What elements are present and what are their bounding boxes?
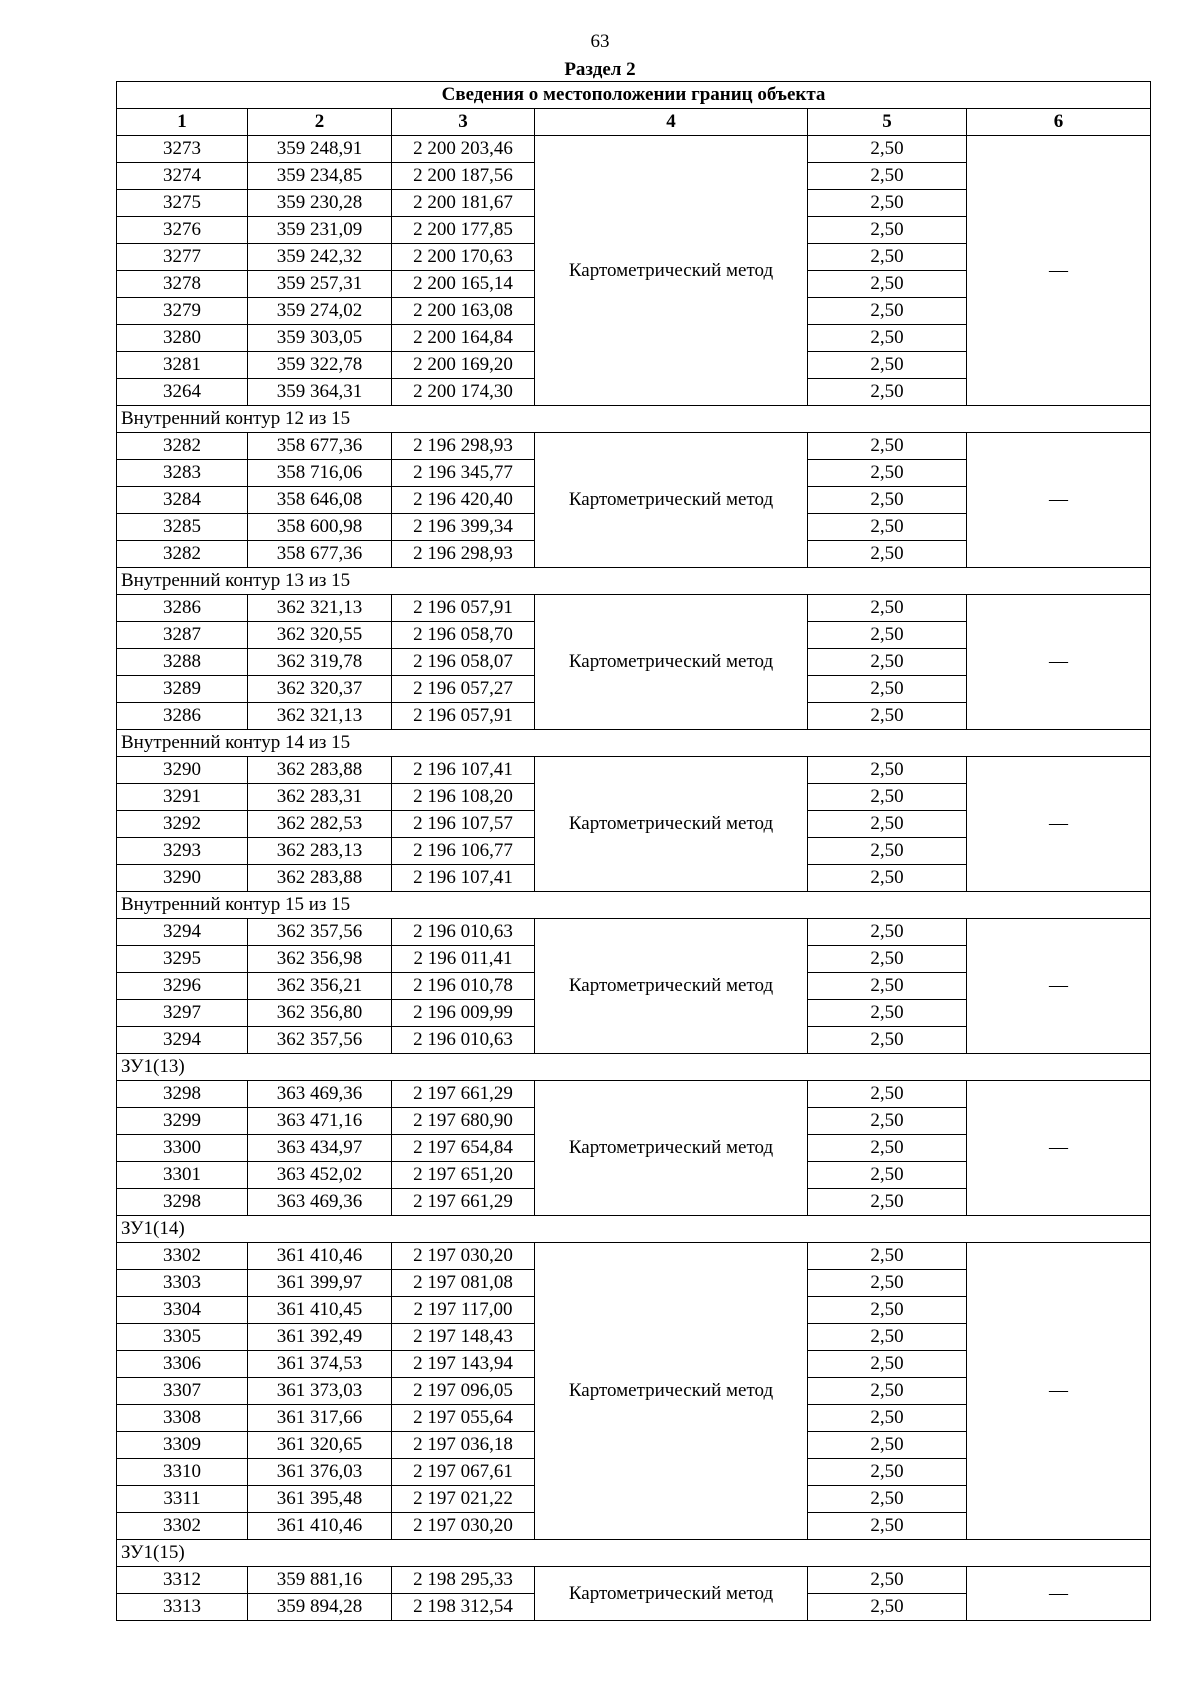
- x-coordinate-cell: 359 234,85: [248, 163, 392, 190]
- x-coordinate-cell: 363 469,36: [248, 1081, 392, 1108]
- column-number: 1: [117, 109, 248, 136]
- point-number-cell: 3301: [117, 1162, 248, 1189]
- point-number-cell: 3283: [117, 460, 248, 487]
- y-coordinate-cell: 2 197 661,29: [392, 1189, 535, 1216]
- group-label-row: [117, 892, 1151, 919]
- accuracy-cell: 2,50: [808, 433, 967, 460]
- x-coordinate-cell: 362 283,13: [248, 838, 392, 865]
- column-number-row: [117, 109, 1151, 136]
- y-coordinate-cell: 2 196 058,07: [392, 649, 535, 676]
- y-coordinate-cell: 2 196 399,34: [392, 514, 535, 541]
- column-6-cell: —: [967, 433, 1151, 568]
- x-coordinate-cell: 362 319,78: [248, 649, 392, 676]
- point-number-cell: 3294: [117, 1027, 248, 1054]
- x-coordinate-cell: 361 399,97: [248, 1270, 392, 1297]
- accuracy-cell: 2,50: [808, 163, 967, 190]
- y-coordinate-cell: 2 196 010,63: [392, 919, 535, 946]
- accuracy-cell: 2,50: [808, 1108, 967, 1135]
- accuracy-cell: 2,50: [808, 1270, 967, 1297]
- accuracy-cell: 2,50: [808, 1486, 967, 1513]
- accuracy-cell: 2,50: [808, 946, 967, 973]
- accuracy-cell: 2,50: [808, 1324, 967, 1351]
- group-label-row: [117, 1216, 1151, 1243]
- y-coordinate-cell: 2 197 055,64: [392, 1405, 535, 1432]
- group-label: ЗУ1(14): [117, 1216, 1151, 1243]
- accuracy-cell: 2,50: [808, 595, 967, 622]
- point-number-cell: 3293: [117, 838, 248, 865]
- x-coordinate-cell: 363 469,36: [248, 1189, 392, 1216]
- accuracy-cell: 2,50: [808, 1135, 967, 1162]
- y-coordinate-cell: 2 200 163,08: [392, 298, 535, 325]
- x-coordinate-cell: 361 320,65: [248, 1432, 392, 1459]
- method-cell: Картометрический метод: [535, 1567, 808, 1621]
- y-coordinate-cell: 2 197 036,18: [392, 1432, 535, 1459]
- accuracy-cell: 2,50: [808, 838, 967, 865]
- x-coordinate-cell: 358 677,36: [248, 541, 392, 568]
- y-coordinate-cell: 2 200 170,63: [392, 244, 535, 271]
- accuracy-cell: 2,50: [808, 460, 967, 487]
- point-number-cell: 3311: [117, 1486, 248, 1513]
- accuracy-cell: 2,50: [808, 190, 967, 217]
- accuracy-cell: 2,50: [808, 379, 967, 406]
- column-6-cell: —: [967, 1081, 1151, 1216]
- y-coordinate-cell: 2 198 312,54: [392, 1594, 535, 1621]
- point-number-cell: 3289: [117, 676, 248, 703]
- group-label: Внутренний контур 12 из 15: [117, 406, 1151, 433]
- y-coordinate-cell: 2 197 148,43: [392, 1324, 535, 1351]
- point-number-cell: 3290: [117, 757, 248, 784]
- y-coordinate-cell: 2 196 106,77: [392, 838, 535, 865]
- y-coordinate-cell: 2 196 107,57: [392, 811, 535, 838]
- table-row: [117, 1243, 1151, 1270]
- table-title-row: [117, 82, 1151, 109]
- accuracy-cell: 2,50: [808, 1405, 967, 1432]
- accuracy-cell: 2,50: [808, 1351, 967, 1378]
- y-coordinate-cell: 2 200 169,20: [392, 352, 535, 379]
- x-coordinate-cell: 363 434,97: [248, 1135, 392, 1162]
- table-row: [117, 433, 1151, 460]
- point-number-cell: 3295: [117, 946, 248, 973]
- group-label-row: [117, 1540, 1151, 1567]
- accuracy-cell: 2,50: [808, 1432, 967, 1459]
- x-coordinate-cell: 361 410,46: [248, 1243, 392, 1270]
- method-cell: Картометрический метод: [535, 757, 808, 892]
- y-coordinate-cell: 2 197 651,20: [392, 1162, 535, 1189]
- x-coordinate-cell: 359 231,09: [248, 217, 392, 244]
- point-number-cell: 3305: [117, 1324, 248, 1351]
- point-number-cell: 3282: [117, 433, 248, 460]
- table-body: [117, 82, 1151, 1621]
- y-coordinate-cell: 2 197 021,22: [392, 1486, 535, 1513]
- point-number-cell: 3312: [117, 1567, 248, 1594]
- x-coordinate-cell: 359 881,16: [248, 1567, 392, 1594]
- accuracy-cell: 2,50: [808, 514, 967, 541]
- point-number-cell: 3302: [117, 1513, 248, 1540]
- column-6-cell: —: [967, 1243, 1151, 1540]
- x-coordinate-cell: 359 257,31: [248, 271, 392, 298]
- x-coordinate-cell: 361 410,45: [248, 1297, 392, 1324]
- y-coordinate-cell: 2 200 174,30: [392, 379, 535, 406]
- y-coordinate-cell: 2 196 057,91: [392, 703, 535, 730]
- x-coordinate-cell: 359 274,02: [248, 298, 392, 325]
- x-coordinate-cell: 358 600,98: [248, 514, 392, 541]
- table-row: [117, 595, 1151, 622]
- x-coordinate-cell: 362 283,88: [248, 757, 392, 784]
- x-coordinate-cell: 362 320,37: [248, 676, 392, 703]
- table-row: [117, 919, 1151, 946]
- y-coordinate-cell: 2 200 203,46: [392, 136, 535, 163]
- section-title: Раздел 2: [564, 59, 636, 80]
- x-coordinate-cell: 359 242,32: [248, 244, 392, 271]
- point-number-cell: 3297: [117, 1000, 248, 1027]
- accuracy-cell: 2,50: [808, 1567, 967, 1594]
- point-number-cell: 3306: [117, 1351, 248, 1378]
- point-number-cell: 3290: [117, 865, 248, 892]
- accuracy-cell: 2,50: [808, 487, 967, 514]
- y-coordinate-cell: 2 197 067,61: [392, 1459, 535, 1486]
- y-coordinate-cell: 2 197 030,20: [392, 1243, 535, 1270]
- table-row: [117, 757, 1151, 784]
- table-row: [117, 1081, 1151, 1108]
- point-number-cell: 3275: [117, 190, 248, 217]
- point-number-cell: 3286: [117, 703, 248, 730]
- x-coordinate-cell: 359 894,28: [248, 1594, 392, 1621]
- accuracy-cell: 2,50: [808, 325, 967, 352]
- point-number-cell: 3304: [117, 1297, 248, 1324]
- column-6-cell: —: [967, 136, 1151, 406]
- accuracy-cell: 2,50: [808, 649, 967, 676]
- accuracy-cell: 2,50: [808, 757, 967, 784]
- x-coordinate-cell: 358 716,06: [248, 460, 392, 487]
- accuracy-cell: 2,50: [808, 541, 967, 568]
- y-coordinate-cell: 2 197 661,29: [392, 1081, 535, 1108]
- column-6-cell: —: [967, 595, 1151, 730]
- x-coordinate-cell: 362 283,88: [248, 865, 392, 892]
- point-number-cell: 3309: [117, 1432, 248, 1459]
- point-number-cell: 3264: [117, 379, 248, 406]
- y-coordinate-cell: 2 196 107,41: [392, 757, 535, 784]
- y-coordinate-cell: 2 196 010,63: [392, 1027, 535, 1054]
- point-number-cell: 3298: [117, 1189, 248, 1216]
- x-coordinate-cell: 359 248,91: [248, 136, 392, 163]
- method-cell: Картометрический метод: [535, 919, 808, 1054]
- column-number: 6: [967, 109, 1151, 136]
- y-coordinate-cell: 2 196 057,27: [392, 676, 535, 703]
- accuracy-cell: 2,50: [808, 1000, 967, 1027]
- x-coordinate-cell: 358 677,36: [248, 433, 392, 460]
- accuracy-cell: 2,50: [808, 1513, 967, 1540]
- point-number-cell: 3282: [117, 541, 248, 568]
- point-number-cell: 3277: [117, 244, 248, 271]
- y-coordinate-cell: 2 196 108,20: [392, 784, 535, 811]
- group-label: Внутренний контур 15 из 15: [117, 892, 1151, 919]
- accuracy-cell: 2,50: [808, 973, 967, 1000]
- y-coordinate-cell: 2 198 295,33: [392, 1567, 535, 1594]
- point-number-cell: 3310: [117, 1459, 248, 1486]
- x-coordinate-cell: 361 317,66: [248, 1405, 392, 1432]
- x-coordinate-cell: 362 356,21: [248, 973, 392, 1000]
- point-number-cell: 3278: [117, 271, 248, 298]
- accuracy-cell: 2,50: [808, 784, 967, 811]
- point-number-cell: 3296: [117, 973, 248, 1000]
- point-number-cell: 3308: [117, 1405, 248, 1432]
- group-label-row: [117, 406, 1151, 433]
- column-number: 2: [248, 109, 392, 136]
- method-cell: Картометрический метод: [535, 595, 808, 730]
- method-cell: Картометрический метод: [535, 136, 808, 406]
- group-label: Внутренний контур 14 из 15: [117, 730, 1151, 757]
- x-coordinate-cell: 359 322,78: [248, 352, 392, 379]
- table-row: [117, 1567, 1151, 1594]
- x-coordinate-cell: 362 283,31: [248, 784, 392, 811]
- table-title: Сведения о местоположении границ объекта: [117, 82, 1151, 109]
- page-number: 63: [590, 31, 610, 52]
- y-coordinate-cell: 2 200 165,14: [392, 271, 535, 298]
- y-coordinate-cell: 2 197 096,05: [392, 1378, 535, 1405]
- x-coordinate-cell: 362 282,53: [248, 811, 392, 838]
- accuracy-cell: 2,50: [808, 919, 967, 946]
- point-number-cell: 3303: [117, 1270, 248, 1297]
- x-coordinate-cell: 361 395,48: [248, 1486, 392, 1513]
- y-coordinate-cell: 2 200 164,84: [392, 325, 535, 352]
- x-coordinate-cell: 362 356,98: [248, 946, 392, 973]
- accuracy-cell: 2,50: [808, 298, 967, 325]
- y-coordinate-cell: 2 197 680,90: [392, 1108, 535, 1135]
- point-number-cell: 3287: [117, 622, 248, 649]
- point-number-cell: 3284: [117, 487, 248, 514]
- accuracy-cell: 2,50: [808, 1081, 967, 1108]
- y-coordinate-cell: 2 196 345,77: [392, 460, 535, 487]
- column-6-cell: —: [967, 919, 1151, 1054]
- point-number-cell: 3280: [117, 325, 248, 352]
- accuracy-cell: 2,50: [808, 1594, 967, 1621]
- y-coordinate-cell: 2 197 143,94: [392, 1351, 535, 1378]
- column-number: 3: [392, 109, 535, 136]
- group-label: ЗУ1(15): [117, 1540, 1151, 1567]
- accuracy-cell: 2,50: [808, 352, 967, 379]
- accuracy-cell: 2,50: [808, 676, 967, 703]
- x-coordinate-cell: 362 357,56: [248, 1027, 392, 1054]
- method-cell: Картометрический метод: [535, 1081, 808, 1216]
- coordinates-table: [116, 81, 1151, 1621]
- group-label-row: [117, 1054, 1151, 1081]
- accuracy-cell: 2,50: [808, 811, 967, 838]
- x-coordinate-cell: 362 357,56: [248, 919, 392, 946]
- point-number-cell: 3299: [117, 1108, 248, 1135]
- y-coordinate-cell: 2 200 187,56: [392, 163, 535, 190]
- group-label: Внутренний контур 13 из 15: [117, 568, 1151, 595]
- point-number-cell: 3300: [117, 1135, 248, 1162]
- y-coordinate-cell: 2 200 177,85: [392, 217, 535, 244]
- y-coordinate-cell: 2 196 011,41: [392, 946, 535, 973]
- x-coordinate-cell: 359 364,31: [248, 379, 392, 406]
- accuracy-cell: 2,50: [808, 1189, 967, 1216]
- point-number-cell: 3302: [117, 1243, 248, 1270]
- x-coordinate-cell: 363 471,16: [248, 1108, 392, 1135]
- accuracy-cell: 2,50: [808, 703, 967, 730]
- x-coordinate-cell: 362 321,13: [248, 595, 392, 622]
- accuracy-cell: 2,50: [808, 1162, 967, 1189]
- point-number-cell: 3286: [117, 595, 248, 622]
- x-coordinate-cell: 359 230,28: [248, 190, 392, 217]
- y-coordinate-cell: 2 196 107,41: [392, 865, 535, 892]
- accuracy-cell: 2,50: [808, 622, 967, 649]
- point-number-cell: 3279: [117, 298, 248, 325]
- y-coordinate-cell: 2 197 654,84: [392, 1135, 535, 1162]
- y-coordinate-cell: 2 196 298,93: [392, 541, 535, 568]
- method-cell: Картометрический метод: [535, 1243, 808, 1540]
- point-number-cell: 3298: [117, 1081, 248, 1108]
- y-coordinate-cell: 2 196 057,91: [392, 595, 535, 622]
- x-coordinate-cell: 359 303,05: [248, 325, 392, 352]
- accuracy-cell: 2,50: [808, 217, 967, 244]
- accuracy-cell: 2,50: [808, 136, 967, 163]
- accuracy-cell: 2,50: [808, 1459, 967, 1486]
- point-number-cell: 3274: [117, 163, 248, 190]
- y-coordinate-cell: 2 197 117,00: [392, 1297, 535, 1324]
- point-number-cell: 3288: [117, 649, 248, 676]
- accuracy-cell: 2,50: [808, 1297, 967, 1324]
- y-coordinate-cell: 2 196 298,93: [392, 433, 535, 460]
- point-number-cell: 3291: [117, 784, 248, 811]
- column-number: 4: [535, 109, 808, 136]
- point-number-cell: 3276: [117, 217, 248, 244]
- point-number-cell: 3292: [117, 811, 248, 838]
- x-coordinate-cell: 362 321,13: [248, 703, 392, 730]
- x-coordinate-cell: 362 320,55: [248, 622, 392, 649]
- x-coordinate-cell: 358 646,08: [248, 487, 392, 514]
- table-row: [117, 136, 1151, 163]
- x-coordinate-cell: 361 392,49: [248, 1324, 392, 1351]
- y-coordinate-cell: 2 197 030,20: [392, 1513, 535, 1540]
- column-6-cell: —: [967, 757, 1151, 892]
- point-number-cell: 3294: [117, 919, 248, 946]
- column-number: 5: [808, 109, 967, 136]
- y-coordinate-cell: 2 196 010,78: [392, 973, 535, 1000]
- group-label: ЗУ1(13): [117, 1054, 1151, 1081]
- accuracy-cell: 2,50: [808, 865, 967, 892]
- point-number-cell: 3313: [117, 1594, 248, 1621]
- accuracy-cell: 2,50: [808, 1243, 967, 1270]
- point-number-cell: 3281: [117, 352, 248, 379]
- x-coordinate-cell: 361 374,53: [248, 1351, 392, 1378]
- accuracy-cell: 2,50: [808, 1378, 967, 1405]
- method-cell: Картометрический метод: [535, 433, 808, 568]
- accuracy-cell: 2,50: [808, 244, 967, 271]
- accuracy-cell: 2,50: [808, 271, 967, 298]
- x-coordinate-cell: 363 452,02: [248, 1162, 392, 1189]
- x-coordinate-cell: 361 410,46: [248, 1513, 392, 1540]
- y-coordinate-cell: 2 196 058,70: [392, 622, 535, 649]
- point-number-cell: 3307: [117, 1378, 248, 1405]
- x-coordinate-cell: 361 373,03: [248, 1378, 392, 1405]
- point-number-cell: 3285: [117, 514, 248, 541]
- y-coordinate-cell: 2 200 181,67: [392, 190, 535, 217]
- point-number-cell: 3273: [117, 136, 248, 163]
- y-coordinate-cell: 2 196 009,99: [392, 1000, 535, 1027]
- accuracy-cell: 2,50: [808, 1027, 967, 1054]
- y-coordinate-cell: 2 197 081,08: [392, 1270, 535, 1297]
- x-coordinate-cell: 362 356,80: [248, 1000, 392, 1027]
- y-coordinate-cell: 2 196 420,40: [392, 487, 535, 514]
- column-6-cell: —: [967, 1567, 1151, 1621]
- x-coordinate-cell: 361 376,03: [248, 1459, 392, 1486]
- group-label-row: [117, 568, 1151, 595]
- group-label-row: [117, 730, 1151, 757]
